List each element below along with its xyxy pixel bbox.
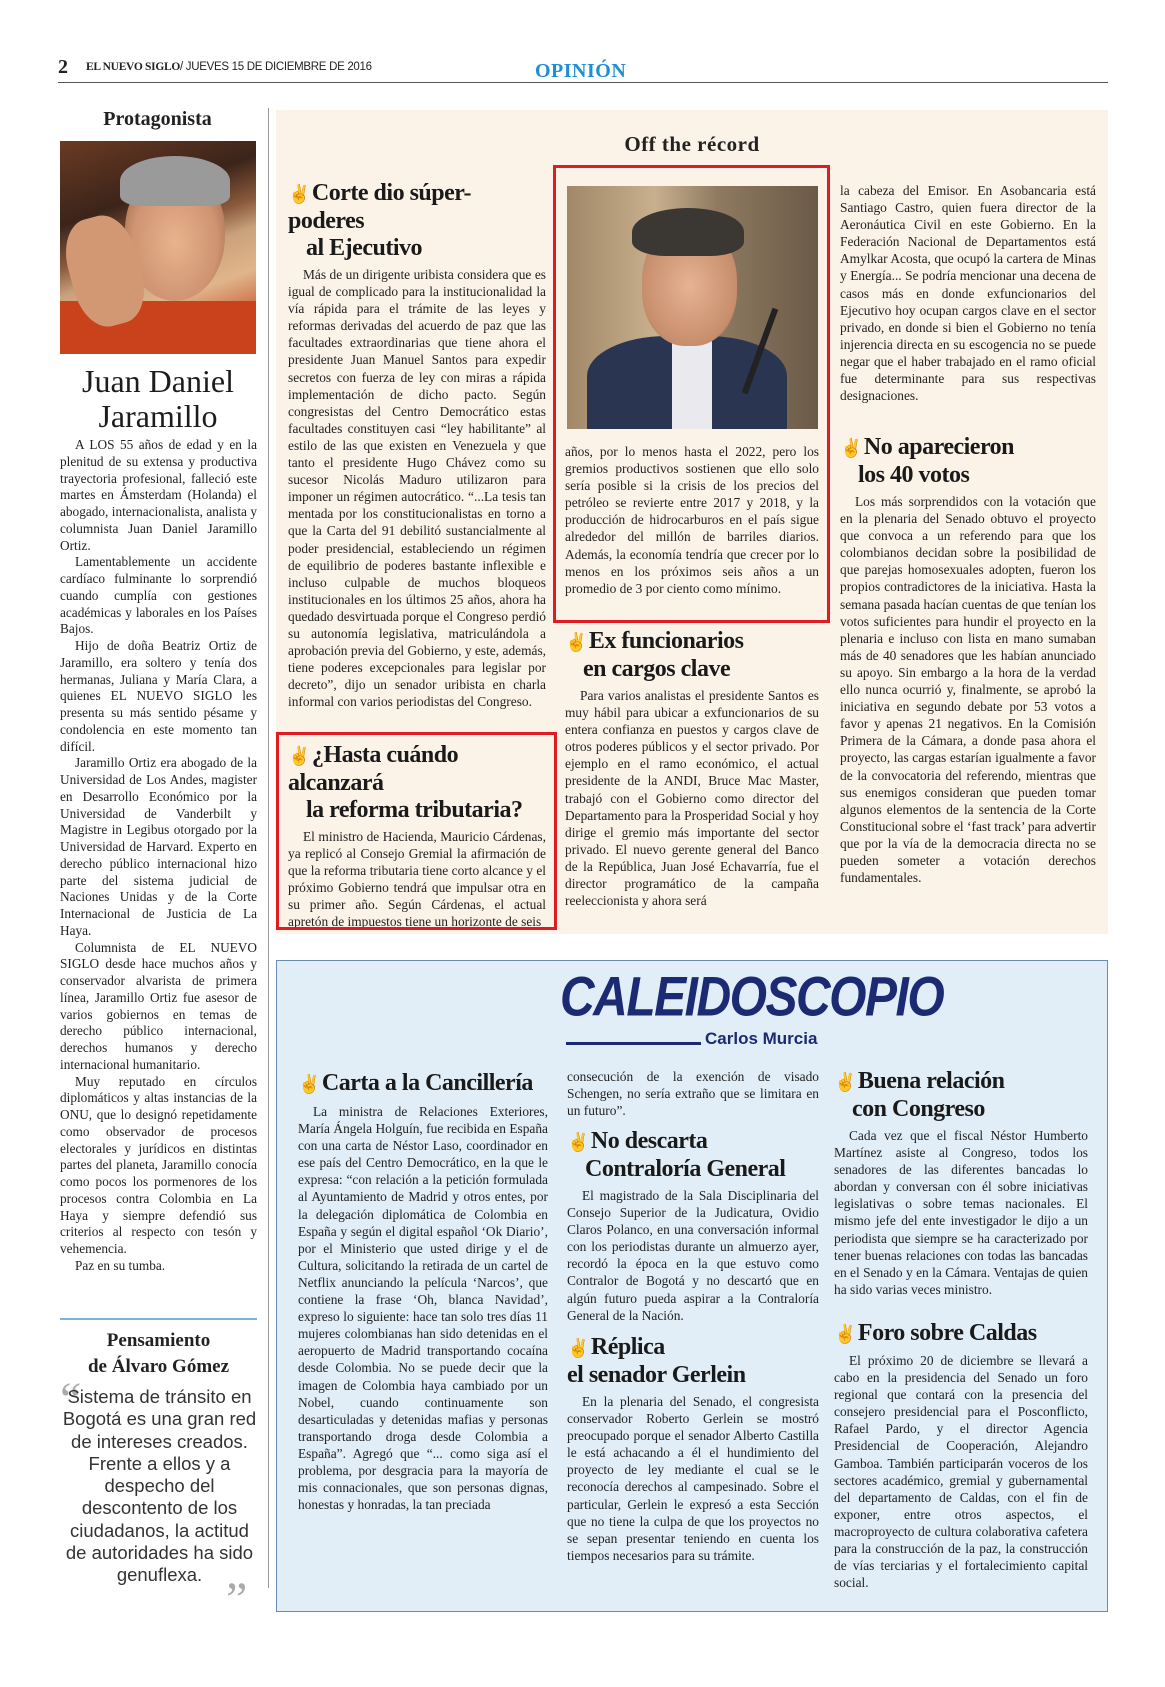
column-divider [268,108,269,1588]
headline-line1: Foro sobre Caldas [857,1320,1037,1346]
caleidoscopio-author: Carlos Murcia [705,1029,818,1048]
article-body: Más de un dirigente uribista considera que es igual de complicado para la institucionalidad la vía rápida para el trámite de las leyes y reformas derivadas del acuerdo de paz que las facultades extraordinarias que tiene ahora el presidente Juan Manuel Santos para expedir secretos con fuerza de ley con miras a rápida implementación de dicho pacto. Según congresistas del Centro Democrático estas facultades constituyen casi “ley habilitante” al estilo de las que existen en Venezuela y que tanto el presidente Hugo Chávez como su sucesor Nicolás Maduro utilizaron para imponer un régimen autocrático. “...La tesis tan mentada por los constitucionalistas en torno a que la Carta del 91 debilitó sustancialmente al poder presidencial, estableciendo un régimen de equilibrio de poderes bastante inflexible e incluso culpable de muchos bloqueos institucionales en los últimos 25 años, ahora ha quedado desvirtuada porque el Congreso perdió su autonomía legislativa, matriculándola a aprobación previa del Gobierno, y este, además, tiene poderes excepcionales para legislar por decreto”, dijo un senador uribista en charla informal con varios periodistas del Congreso. [288,267,546,710]
victory-hand-icon: ✌ [834,1324,856,1344]
article-body: El próximo 20 de diciembre se llevará a cabo en la presidencia del Senado un foro regional que contará con la presencia del consejero presidencial para el Posconflicto, Rafael Pardo, y el director Agencia Presidencial de Cooperación, Alejandro Gamboa. También participarán voceros de los sectores académico, gremial y gubernamental del departamento de Caldas, con el fin de exponer, entre otros aspectos, el macroproyecto de cultura colaborativa cafetera para la construcción de la paz, la construcción de vías terciarias y el fortalecimiento capital social. [834,1353,1088,1591]
article-body: consecución de la exención de visado Schengen, no sería extraño que se limitara en un futuro”. [567,1069,819,1119]
headline-line1: No aparecieron [863,434,1015,460]
article-continuation [567,1068,819,1119]
pensamiento-title-line2: de Álvaro Gómez [87,1356,230,1377]
protagonista-title: Protagonista [103,108,212,130]
victory-hand-icon: ✌ [288,184,310,204]
article-body: Para varios analistas el presidente Santos es muy hábil para ubicar a exfuncionarios de su entera confianza en puestos y cargos clave de otros poderes públicos y el sector privado. Por ejemplo en el ramo económico, el actual presidente de la ANDI, Bruce Mac Master, trabajó con el Gobierno como director del Departamento para la Prosperidad Social y hoy dirige el gremio más importante del sector privado. El nuevo gerente general del Banco de la República, Juan José Echavarría, fue el director programático de la campaña reeleccionista y ahora será [565,688,819,909]
article [567,1128,819,1324]
publication-line [86,61,372,73]
victory-hand-icon: ✌ [298,1074,320,1094]
protagonista-paragraph: Jaramillo Ortiz era abogado de la Universidad de Los Andes, magister en Desarrollo Económico por la Universidad de Vanderbilt y Magistre in Legibus otorgado por la Universidad de Harvard. Experto en derecho público internacional hizo parte del sistema judicial de Naciones Unidas y de la Corte Internacional de Justicia de La Haya. [60,755,257,938]
caleidoscopio-title: CALEIDOSCOPIO [560,966,944,1028]
article-headline [298,1070,548,1098]
headline-line1: Corte dio súper-poderes [288,180,472,234]
close-quote-icon: ” [226,1573,248,1626]
article [288,180,546,710]
headline-line2: en cargos clave [583,656,731,682]
protagonista-paragraph: Hijo de doña Beatriz Ortiz de Jaramillo, era soltero y tenía dos hermanas, Juliana y María Clara, a quienes EL NUEVO SIGLO les presenta su más sentido pésame y condolencia en este momento tan difícil. [60,638,257,754]
headline-line1: Carta a la Cancillería [321,1070,533,1096]
article-body: En la plenaria del Senado, el congresista conservador Roberto Gerlein se mostró preocupado porque el senador Alberto Castilla le está achacando a él el hundimiento del proyecto de ley mediante el cual se le reconocía derechos al campesinado. Sobre el particular, Gerlein le expresó a esta Sección que no tiene la culpa de que los proyectos no se sepan presentar teniendo en cuenta los tiempos necesarios para su trámite. [567,1394,819,1563]
victory-hand-icon: ✌ [288,746,310,766]
publication-date: / JUEVES 15 DE DICIEMBRE DE 2016 [180,61,372,73]
caleidoscopio-rule [566,1042,701,1045]
victory-hand-icon: ✌ [567,1338,589,1358]
header-rule [58,82,1108,83]
open-quote-icon: “ [60,1373,82,1426]
headline-line1: Réplica [590,1334,665,1360]
article-body: El magistrado de la Sala Disciplinaria del Consejo Superior de la Judicatura, Ovidio Claros Polanco, en una conversación informal con los periodistas durante un almuerzo ayer, recordó la época en la que estuvo como Contralor de Bogotá y no descartó que en algún futuro pueda aspirar a la Contraloría General de la Nación. [567,1188,819,1323]
protagonista-paragraph: Paz en su tumba. [75,1257,166,1273]
protagonista-body [60,437,257,1275]
publication-name: EL NUEVO SIGLO [86,61,180,73]
section-title: OPINIÓN [535,60,627,82]
article-headline [565,628,819,683]
headline-line1: Ex funcionarios [588,628,744,654]
article-headline [834,1320,1088,1348]
headline-line2: el senador Gerlein [567,1362,746,1388]
article [298,1070,548,1513]
article-continuation [840,182,1096,404]
headline-line2: con Congreso [852,1096,985,1122]
article [834,1320,1088,1591]
protagonista-paragraph: Muy reputado en círculos diplomáticos y altas instancias de la ONU, que lo designó repetidamente como observador de procesos electorales y jurídicos en distintas partes del planeta, Jaramillo conocía como pocos los pormenores de los procesos contra Colombia en La Haya y siempre defendió sus criterios al respecto con tesón y vehemencia. [60,1073,257,1256]
article-headline [834,1068,1088,1123]
victory-hand-icon: ✌ [834,1072,856,1092]
headline-line1: No descarta [590,1128,708,1154]
headline-line2: los 40 votos [858,462,970,488]
article-headline [567,1128,819,1183]
highlight-box [553,165,830,623]
article-body: años, por lo menos hasta el 2022, pero los gremios productivos sostienen que ello solo sería posible si la crisis de los precios del petróleo se revierte entre 2017 y 2018, y la producción de hidrocarburos en el país sigue alrededor del millón de barriles diarios. Además, la economía tendría que crecer por lo menos en los próximos seis años a un promedio de 3 por ciento como mínimo. [565,444,819,596]
article [834,1068,1088,1298]
article-body: Los más sorprendidos con la votación que en la plenaria del Senado obtuvo el proyecto que convoca a un referendo para que los colombianos decidan sobre la posibilidad de que parejas homosexuales adopten, fueron los propios contradictores de la iniciativa. Hasta la semana pasada hacían cuentas de que tenían los votos suficientes para hundir el proyecto en la plenaria e incluso con lista en mano sumaban más de 40 senadores que les habían anunciado su apoyo. Sin embargo a la hora de la verdad ello nunca ocurrió y, finalmente, se aprobó la iniciativa en segundo debate por 53 votos a favor y apenas 21 negativos. En la Comisión Primera de la Cámara, a donde pasa ahora el proyecto, las cargas estarían igualmente a favor de la convocatoria del referendo, mientras que sus enemigos consideran que pueden tomar algunos elementos de la sentencia de la Corte Constitucional sobre el ‘fast track’ para advertir que por la vía de la democracia directa no se pueden someter a votación derechos fundamentales. [840,494,1096,886]
victory-hand-icon: ✌ [840,438,862,458]
pensamiento-quote: Sistema de tránsito en Bogotá es una gran red de intereses creados. Frente a ellos y a despecho del descontento de los ciudadanos, la actitud de autoridades ha sido genuflexa. [62,1386,257,1586]
protagonista-paragraph: A LOS 55 años de edad y en la plenitud de su extensa y productiva trayectoria profesional, falleció este martes en Ámsterdam (Holanda) el abogado, internacionalista, analista y columnista Juan Daniel Jaramillo Ortiz. [60,437,257,553]
highlight-box [276,732,557,930]
off-the-record-title: Off the récord [624,132,760,156]
article-headline [840,434,1096,489]
protagonista-paragraph: Columnista de EL NUEVO SIGLO desde hace muchos años y conservador alvarista de primera línea, Jaramillo Ortiz fue asesor de varios gobiernos en temas de derecho público internacional, derechos humanos y derecho internacional humanitario. [60,939,257,1072]
headline-line1: Buena relación [857,1068,1005,1094]
article-body: Cada vez que el fiscal Néstor Humberto Martínez asiste al Congreso, todos los senadores de las diferentes bancadas lo abordan y conversan con él sobre iniciativas legislativas o sobre temas nacionales. El mismo jefe del ente investigador le dijo a un periodista que siempre se ha caracterizado por tener buenas relaciones con todas las bancadas en el Senado y en la Cámara. Ventajas de quien ha sido varias veces ministro. [834,1128,1088,1297]
article-body: El ministro de Hacienda, Mauricio Cárdenas, ya replicó al Consejo Gremial la afirmación de que la reforma tributaria tiene corto alcance y el próximo Gobierno tendrá que impulsar otra en su primer año. Según Cárdenas, el actual apretón de impuestos tiene un horizonte de seis [288,829,546,930]
article [840,434,1096,886]
headline-line2: la reforma tributaria? [306,797,523,823]
section-divider [60,1318,257,1320]
pensamiento-title-line1: Pensamiento [106,1330,211,1351]
victory-hand-icon: ✌ [567,1132,589,1152]
page-number: 2 [58,56,68,78]
article-body: la cabeza del Emisor. En Asobancaria está Santiago Castro, quien fuera director de la Aeronáutica Civil en este Gobierno. En la Federación Nacional de Departamentos está Amylkar Acosta, que ocupó la cartera de Minas y Energía... Se podría mencionar una decena de casos más en donde exfuncionarios del Ejecutivo hoy ocupan cargos clave en el sector privado, en donde si bien el Gobierno no tenía injerencia directa en su escogencia no se puede negar que el haber trabajado en el ramo oficial fue determinante para sus respectivas designaciones. [840,183,1096,404]
article [567,1334,819,1564]
protagonista-photo [60,141,256,354]
article-headline [567,1334,819,1389]
headline-line2: Contraloría General [585,1156,786,1182]
protagonista-paragraph: Lamentablemente un accidente cardíaco fulminante lo sorprendió cuando cumplía con gestiones académicas y laborales en los Países Bajos. [60,554,257,637]
article-body: La ministra de Relaciones Exteriores, María Ángela Holguín, fue recibida en España con una carta de Néstor Laso, coordinador en ese país del Centro Democrático, en la que le expresa: “con relación a la petición formulada al Ayuntamiento de Madrid y otros entes, por la delegación diplomática de Colombia en España y según el digital español ‘Ok Diario’, por el Ministerio que usted dirige y el de Cultura, solicitando la retirada de un cartel de Netflix anunciando la película ‘Narcos’, que contiene la frase ‘Oh, blanca Navidad’, expreso lo siguiente: hace tan solo tres días 11 mujeres colombianas han sido detenidas en el aeropuerto de Madrid transportando cocaína desde Colombia. No se puede decir que la imagen de Colombia haya cambiado por un Nobel, cuando continuamente son desarticuladas y detenidas mafias y personas transportando droga desde Colombia a España”. Agregó que “... como siga así el problema, por desgracia para la mayoría de mis connacionales, que son personas dignas, honestas y honradas, la tan preciada [298,1104,548,1513]
victory-hand-icon: ✌ [565,632,587,652]
pensamiento-title [60,1328,257,1380]
headline-line1: ¿Hasta cuándo alcanzará [288,742,459,796]
headline-line2: al Ejecutivo [306,235,422,261]
article-headline [288,180,546,262]
protagonista-name-line2: Jaramillo [98,398,218,434]
protagonista-name [60,364,256,434]
protagonista-name-line1: Juan Daniel [82,363,234,399]
article [565,628,819,909]
